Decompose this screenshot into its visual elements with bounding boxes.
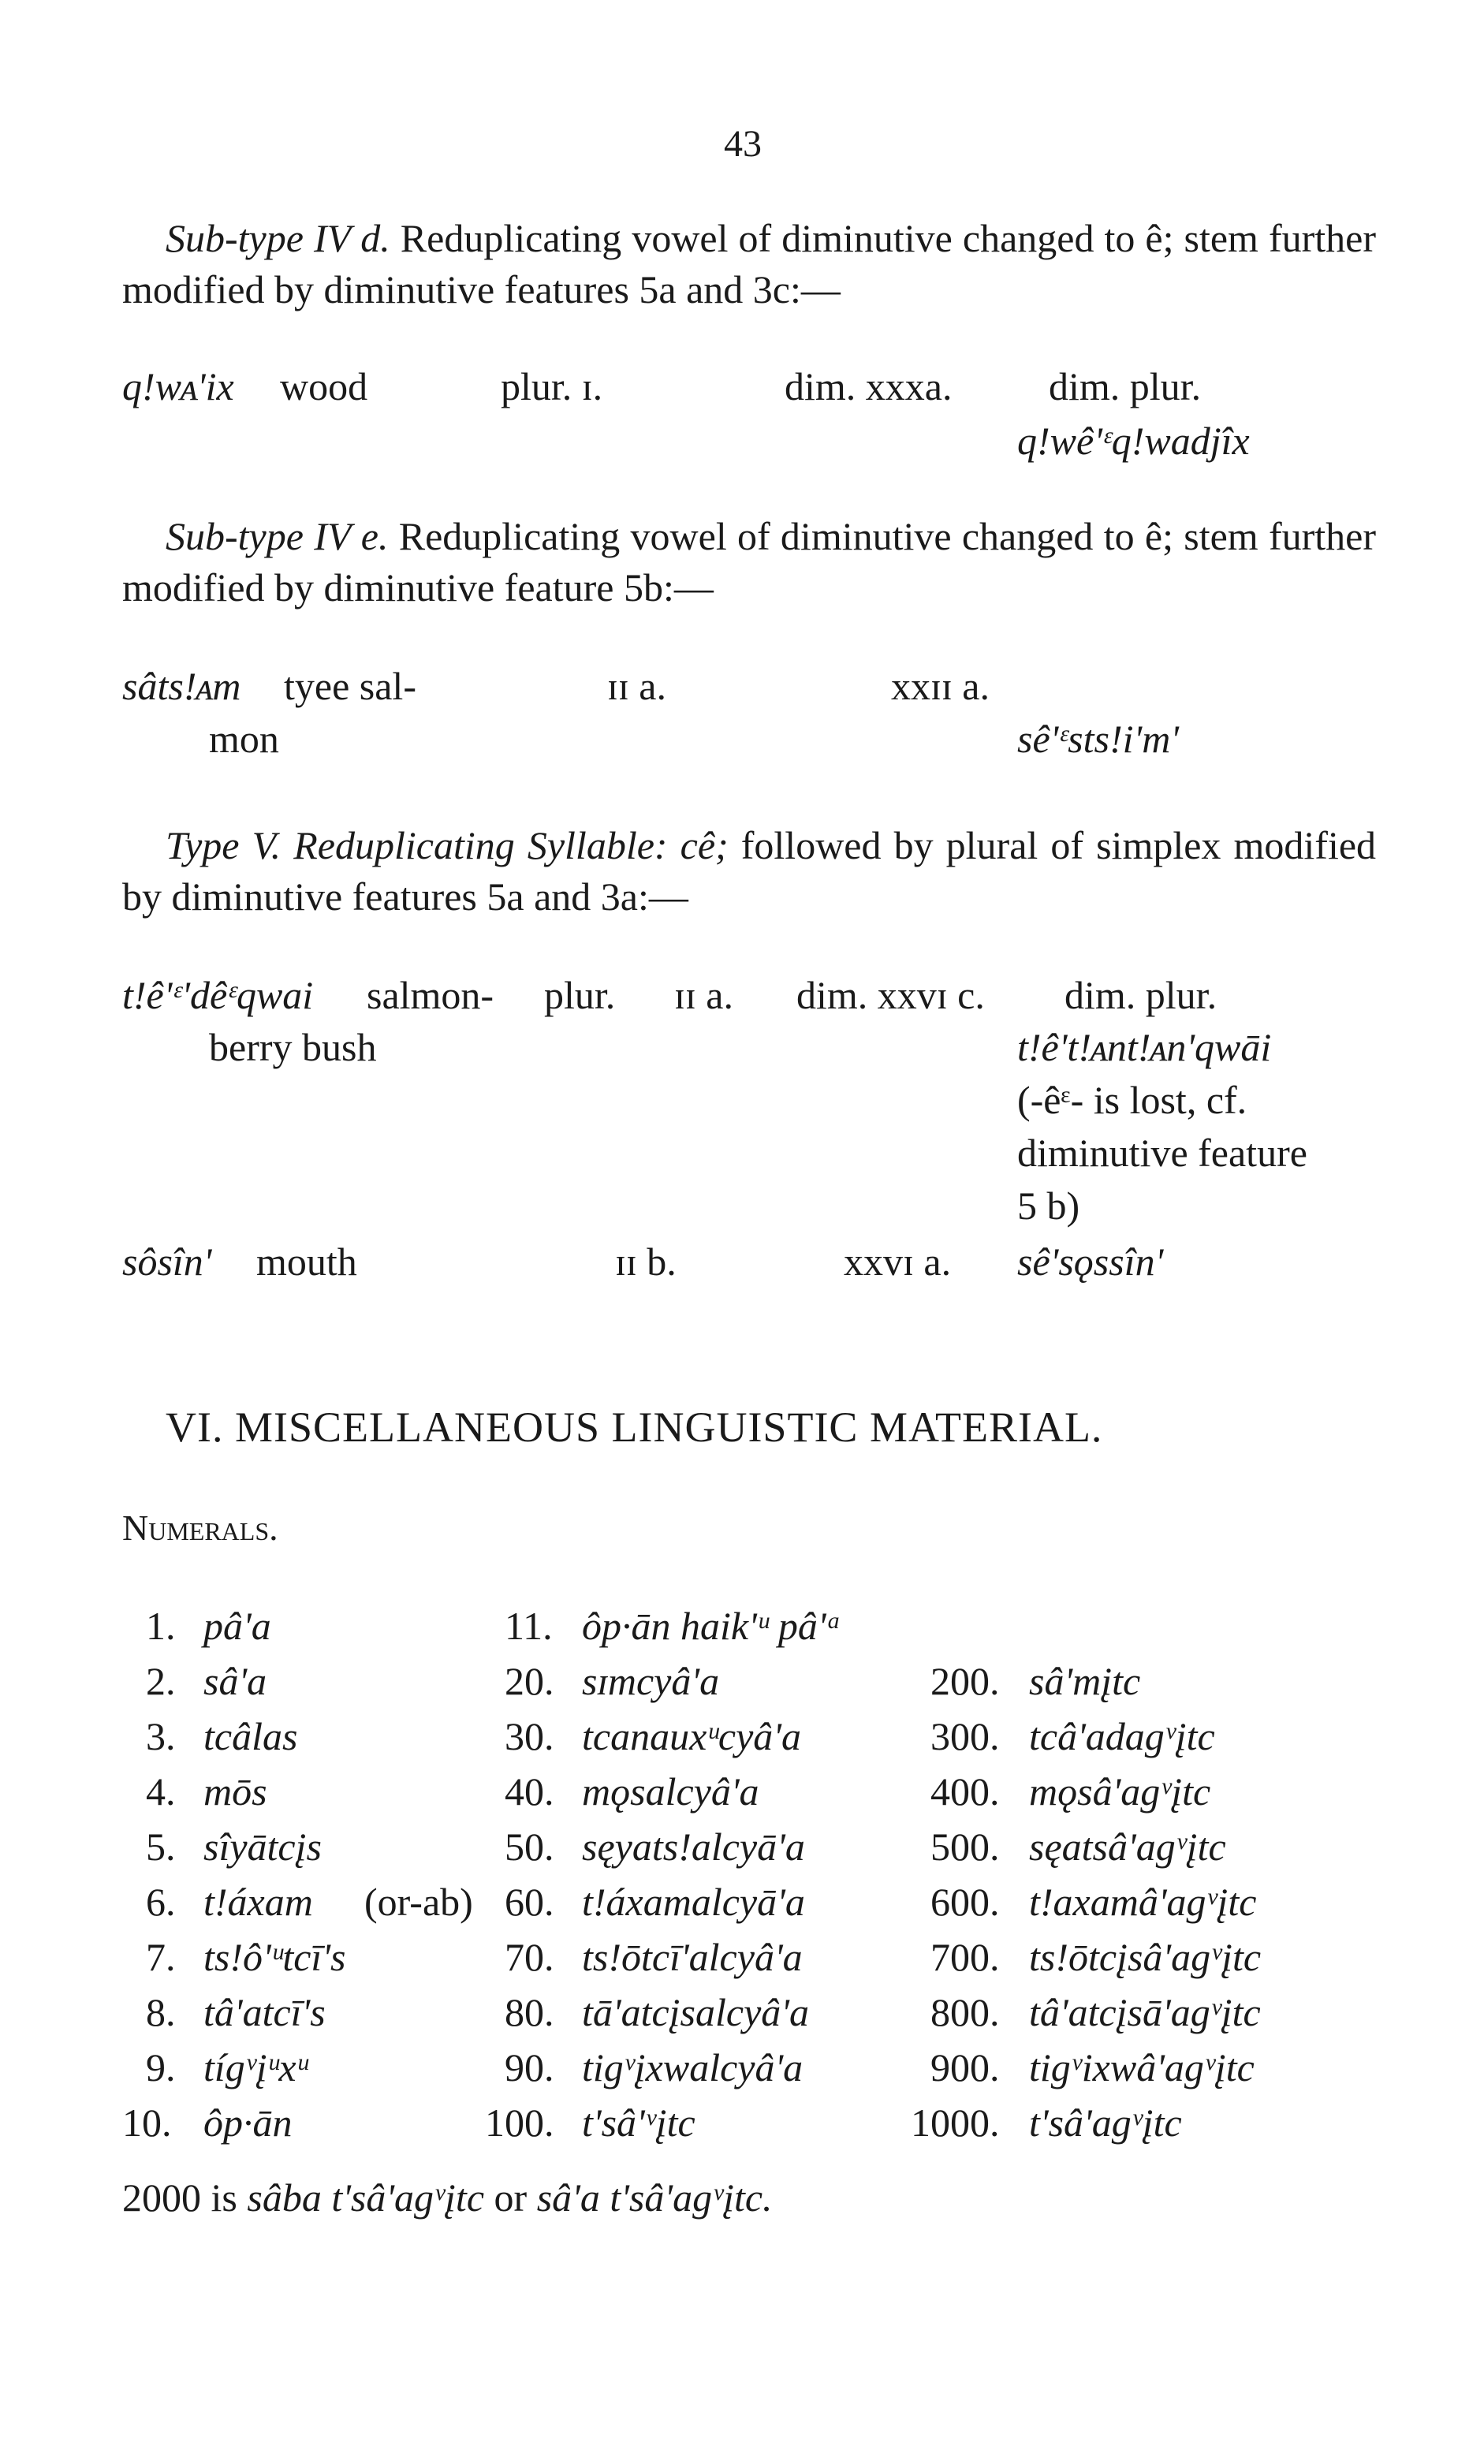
type-v-gloss2: berry bush	[209, 1025, 377, 1069]
numeral-row	[0, 1877, 1484, 1932]
numeral-word-1: mōs	[203, 1769, 267, 1814]
subtype-iv-e-paragraph	[122, 511, 1376, 613]
page-number: 43	[724, 123, 762, 165]
numeral-word-2: mǫsalcyâ'a	[582, 1769, 759, 1814]
subtype-iv-e-label: Sub-type IV e.	[166, 514, 389, 558]
type-v-form2: sê'sǫssîn'	[1017, 1239, 1164, 1284]
numeral-word-1-alt: (or-ab)	[364, 1880, 473, 1924]
numeral-num-1: 7.	[146, 1935, 176, 1979]
final-line-form1: sâba t'sâ'agᵛįtc	[247, 2175, 485, 2220]
numeral-row	[0, 1711, 1484, 1766]
type-v-label: Type V.	[166, 823, 282, 867]
numeral-num-2: 30.	[505, 1714, 554, 1758]
type-v-dim2: xxvɪ a.	[844, 1239, 952, 1284]
numeral-num-2: 80.	[505, 1990, 554, 2034]
numeral-word-1: pâ'a	[203, 1604, 271, 1648]
type-v-word2: sôsîn'	[122, 1239, 212, 1284]
iv-e-gloss1: tyee sal-	[284, 664, 416, 708]
numeral-num-1: 6.	[146, 1880, 176, 1924]
iv-e-word: sâts!ᴀm	[122, 664, 241, 708]
numeral-row	[0, 1656, 1484, 1711]
numeral-num-2: 40.	[505, 1769, 554, 1814]
numeral-word-1: sîyātcįs	[203, 1825, 322, 1869]
type-v-form: t!ê't!ᴀnt!ᴀn'qwāi	[1017, 1025, 1272, 1069]
iv-d-word: q!wᴀ'ix	[122, 364, 234, 408]
type-v-note1: (-êᵋ- is lost, cf.	[1017, 1078, 1247, 1122]
numeral-num-2: 100.	[485, 2101, 554, 2145]
numeral-num-1: 10.	[122, 2101, 172, 2145]
numeral-num-1: 4.	[146, 1769, 176, 1814]
numeral-word-1: ôp·ān	[203, 2101, 293, 2145]
final-line-pre: 2000 is	[122, 2175, 237, 2220]
numeral-num-3: 800.	[930, 1990, 1000, 2034]
numeral-word-3: sęatsâ'agᵛįtc	[1029, 1825, 1226, 1869]
type-v-plur2: ɪɪ b.	[615, 1239, 677, 1284]
subtype-iv-d-label: Sub-type IV d.	[166, 216, 390, 260]
numeral-row	[0, 1987, 1484, 2042]
numeral-row	[0, 1601, 1484, 1656]
numeral-row	[0, 2097, 1484, 2153]
iv-e-plur: ɪɪ a.	[607, 664, 666, 708]
numeral-num-2: 60.	[505, 1880, 554, 1924]
numeral-num-1: 1.	[146, 1604, 176, 1648]
type-v-text: followed by plural of simplex modified by diminutive features 5a and 3a:—	[122, 823, 1377, 919]
type-v-plurval: ɪɪ a.	[674, 973, 733, 1017]
numeral-word-3: t!axamâ'agᵛįtc	[1029, 1880, 1257, 1924]
iv-d-dim: dim. xxxa.	[785, 364, 953, 408]
numeral-word-2: tā'atcįsalcyâ'a	[582, 1990, 809, 2034]
subtype-iv-d-text: Reduplicating vowel of diminutive changed to ê; stem further modified by diminutive features 5a and 3c:—	[122, 216, 1376, 311]
iv-d-dimplur: dim. plur.	[1049, 364, 1202, 408]
numeral-word-1: tígᵛįᵘxᵘ	[203, 2045, 308, 2089]
numeral-word-1: sâ'a	[203, 1659, 267, 1703]
iv-e-gloss2: mon	[209, 717, 279, 761]
type-v-gloss-mouth: mouth	[256, 1239, 357, 1284]
numeral-row	[0, 1766, 1484, 1821]
numeral-num-1: 3.	[146, 1714, 176, 1758]
subtype-iv-d-paragraph	[122, 213, 1376, 315]
numeral-num-3: 600.	[930, 1880, 1000, 1924]
type-v-paragraph	[122, 820, 1376, 923]
iv-d-form: q!wê'ᵋq!wadjîx	[1017, 419, 1250, 463]
numeral-num-2: 90.	[505, 2045, 554, 2089]
numeral-word-1: tcâlas	[203, 1714, 298, 1758]
iv-e-dim: xxɪɪ a.	[891, 664, 990, 708]
numeral-row	[0, 2042, 1484, 2097]
numeral-word-2: ts!ōtcī'alcyâ'a	[582, 1935, 803, 1979]
numeral-num-2: 70.	[505, 1935, 554, 1979]
numeral-num-3: 300.	[930, 1714, 1000, 1758]
numeral-row	[0, 1821, 1484, 1877]
numeral-num-3: 1000.	[911, 2101, 1000, 2145]
numerals-heading: Numerals.	[122, 1508, 278, 1548]
numeral-word-3: tâ'atcįsā'agᵛįtc	[1029, 1990, 1261, 2034]
numeral-word-2: sęyats!alcyā'a	[582, 1825, 805, 1869]
numeral-word-2: t!áxamalcyā'a	[582, 1880, 805, 1924]
type-v-word: t!ê'ᵋ'dêᵋqwai	[122, 973, 314, 1017]
numeral-word-1: ts!ô'ᵘtcī's	[203, 1935, 346, 1979]
numeral-word-2: sɪmcyâ'a	[582, 1659, 720, 1703]
numeral-num-1: 5.	[146, 1825, 176, 1869]
subtype-iv-e-text: Reduplicating vowel of diminutive changed to ê; stem further modified by diminutive feature 5b:—	[122, 514, 1376, 609]
numeral-word-1: tâ'atcī's	[203, 1990, 326, 2034]
numeral-row	[0, 1932, 1484, 1987]
type-v-plur: plur.	[544, 973, 616, 1017]
numeral-word-3: tigᵛixwâ'agᵛįtc	[1029, 2045, 1255, 2089]
numeral-word-1: t!áxam	[203, 1880, 313, 1924]
final-line-mid: or	[494, 2175, 528, 2220]
numeral-num-3: 900.	[930, 2045, 1000, 2089]
iv-d-plur: plur. ɪ.	[501, 364, 603, 408]
numeral-word-3: t'sâ'agᵛįtc	[1029, 2101, 1182, 2145]
numeral-word-3: ts!ōtcįsâ'agᵛįtc	[1029, 1935, 1262, 1979]
final-line-form2: sâ'a t'sâ'agᵛįtc.	[536, 2175, 773, 2220]
numeral-num-2: 20.	[505, 1659, 554, 1703]
numeral-word-2: t'sâ'ᵛįtc	[582, 2101, 695, 2145]
numeral-num-2: 50.	[505, 1825, 554, 1869]
final-line	[122, 2172, 773, 2224]
numeral-word-2: ôp·ān haik'ᵘ pâ'ᵃ	[582, 1604, 842, 1648]
iv-d-gloss: wood	[280, 364, 368, 408]
type-v-dim: dim. xxvɪ c.	[796, 973, 985, 1017]
type-v-gloss1: salmon-	[367, 973, 494, 1017]
type-v-dimplur: dim. plur.	[1065, 973, 1217, 1017]
numeral-word-2: tigᵛįxwalcyâ'a	[582, 2045, 804, 2089]
numeral-num-1: 9.	[146, 2045, 176, 2089]
numeral-num-3: 200.	[930, 1659, 1000, 1703]
numeral-word-2: tcanauxᵘcyâ'a	[582, 1714, 802, 1758]
type-v-note3: 5 b)	[1017, 1184, 1080, 1228]
section-heading: VI. MISCELLANEOUS LINGUISTIC MATERIAL.	[166, 1403, 1103, 1451]
numeral-num-1: 8.	[146, 1990, 176, 2034]
numeral-word-3: sâ'mįtc	[1029, 1659, 1141, 1703]
numeral-num-2: 11.	[505, 1604, 553, 1648]
type-v-note2: diminutive feature	[1017, 1131, 1307, 1175]
numeral-word-3: mǫsâ'agᵛįtc	[1029, 1769, 1211, 1814]
numeral-num-3: 700.	[930, 1935, 1000, 1979]
numeral-num-1: 2.	[146, 1659, 176, 1703]
type-v-label2: Reduplicating Syllable: cê;	[293, 823, 729, 867]
numeral-word-3: tcâ'adagᵛįtc	[1029, 1714, 1215, 1758]
iv-e-form: sê'ᵋsts!i'm'	[1017, 717, 1180, 761]
numeral-num-3: 500.	[930, 1825, 1000, 1869]
numeral-num-3: 400.	[930, 1769, 1000, 1814]
